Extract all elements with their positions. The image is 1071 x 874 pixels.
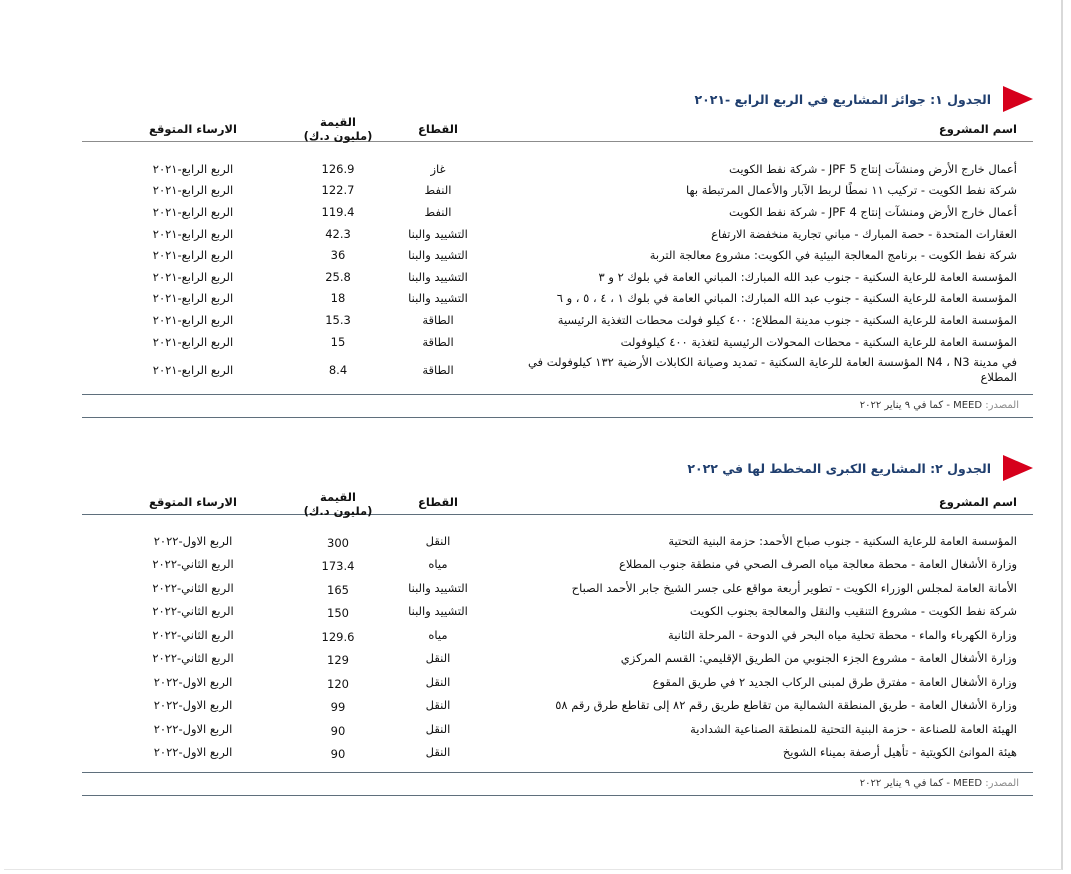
table-row: [82, 647, 1033, 671]
value: 36: [330, 248, 346, 263]
project-name: الأمانة العامة لمجلس الوزراء الكويت - تطوير أربعة مواقع على جسر الشيخ جابر الأحمد الصباح: [571, 580, 1017, 595]
table-1-header: [82, 117, 1033, 142]
expected-award: الربع الثاني-٢٠٢٢: [152, 627, 234, 642]
project-name: العقارات المتحدة - حصة المبارك - مباني تجارية منخفضة الارتفاع: [711, 226, 1017, 241]
table-row: [82, 201, 1033, 223]
source-text: MEED - كما في ٩ يناير ٢٠٢٢: [859, 778, 983, 789]
project-name: وزارة الأشغال العامة - محطة معالجة مياه الصرف الصحي في منطقة جنوب المطلاع: [618, 557, 1017, 572]
value: 126.9: [321, 161, 355, 176]
header-project-name: اسم المشروع: [938, 122, 1017, 136]
project-name: وزارة الأشغال العامة - طريق المنطقة الشمالية من تقاطع طريق رقم ٨٢ إلى تقاطع طرق رقم ٥٨: [555, 698, 1017, 713]
value: 129.6: [321, 629, 355, 644]
project-name: شركة نفط الكويت - مشروع التنقيب والنقل والمعالجة بجنوب الكويت: [689, 604, 1017, 619]
source-label: المصدر:: [985, 400, 1019, 412]
header-value: القيمة (مليون د.ك): [303, 115, 373, 143]
value: 119.4: [321, 204, 355, 219]
table-row: [82, 553, 1033, 577]
project-name: هيئة الموانئ الكويتية - تأهيل أرصفة بميناء الشويخ: [782, 745, 1017, 760]
expected-award: الربع الرابع-٢٠٢١: [152, 226, 234, 241]
sector: النقل: [425, 745, 451, 760]
sector: مياه: [428, 557, 448, 572]
expected-award: الربع الرابع-٢٠٢١: [152, 248, 234, 263]
project-name: شركة نفط الكويت - تركيب ١١ نمطًا لربط الآبار والأعمال المرتبطة بها: [686, 183, 1017, 198]
expected-award: الربع الثاني-٢٠٢٢: [152, 580, 234, 595]
red-triangle-icon: [1003, 86, 1033, 112]
value: 25.8: [325, 269, 351, 284]
header-project-name: اسم المشروع: [938, 495, 1017, 509]
header-sector: القطاع: [418, 495, 458, 509]
table-1-end-rule: [82, 417, 1033, 418]
sector: التشييد والبنا: [408, 248, 468, 263]
sector: الطاقة: [422, 312, 454, 327]
project-name: أعمال خارج الأرض ومنشآت إنتاج JPF 4 - شركة نفط الكويت: [729, 204, 1017, 219]
expected-award: الربع الاول-٢٠٢٢: [153, 698, 233, 713]
table-1-title: الجدول ١: جوائز المشاريع في الربع الرابع -٢٠٢١: [694, 91, 991, 107]
table-row: [82, 741, 1033, 765]
project-name: وزارة الأشغال العامة - مشروع الجزء الجنوبي من الطريق الإقليمي: القسم المركزي: [620, 651, 1017, 666]
value: 18: [330, 291, 346, 306]
table-row: [82, 309, 1033, 331]
expected-award: الربع الرابع-٢٠٢١: [152, 362, 234, 377]
value: 173.4: [321, 559, 355, 574]
table-2-title-bar: [82, 456, 1033, 480]
project-name: وزارة الأشغال العامة - مفترق طرق لمبنى الركاب الجديد ٢ في طريق المقوع: [652, 674, 1017, 689]
source-label: المصدر:: [985, 778, 1019, 789]
table-row: [82, 694, 1033, 718]
sector: التشييد والبنا: [408, 226, 468, 241]
expected-award: الربع الرابع-٢٠٢١: [152, 183, 234, 198]
expected-award: الربع الاول-٢٠٢٢: [153, 721, 233, 736]
table-1-title-bar: [82, 87, 1033, 111]
value: 120: [327, 676, 349, 691]
value: 300: [327, 535, 349, 550]
sector: النقل: [425, 698, 451, 713]
header-sector: القطاع: [418, 122, 458, 136]
table-1: [82, 87, 1033, 418]
value: 129: [327, 653, 349, 668]
table-row: [82, 158, 1033, 180]
table-row: [82, 576, 1033, 600]
table-2-end-rule: [82, 795, 1033, 796]
table-row: [82, 244, 1033, 266]
sector: النفط: [424, 204, 452, 219]
project-name: المؤسسة العامة للرعاية السكنية - جنوب عبد الله المبارك: المباني العامة في بلوك ١ ، ٤ ، ٥ ، و ٦: [556, 291, 1017, 306]
table-2: [82, 456, 1033, 796]
value: 150: [327, 606, 349, 621]
sector: التشييد والبنا: [408, 291, 468, 306]
expected-award: الربع الرابع-٢٠٢١: [152, 204, 234, 219]
expected-award: الربع الثاني-٢٠٢٢: [152, 651, 234, 666]
value: 90: [330, 723, 346, 738]
sector: النقل: [425, 674, 451, 689]
red-triangle-icon: [1003, 455, 1033, 481]
value: 15: [330, 334, 346, 349]
table-row: [82, 717, 1033, 741]
table-row: [82, 623, 1033, 647]
project-name: المؤسسة العامة للرعاية السكنية - محطات المحولات الرئيسية لتغذية ٤٠٠ كيلوفولت: [620, 334, 1017, 349]
expected-award: الربع الرابع-٢٠٢١: [152, 291, 234, 306]
expected-award: الربع الاول-٢٠٢٢: [153, 533, 233, 548]
sector: التشييد والبنا: [408, 580, 468, 595]
sector: التشييد والبنا: [408, 269, 468, 284]
expected-award: الربع الرابع-٢٠٢١: [152, 269, 234, 284]
header-value: القيمة (مليون د.ك): [303, 490, 373, 518]
value: 99: [330, 700, 346, 715]
sector: مياه: [428, 627, 448, 642]
table-row: [82, 331, 1033, 353]
table-row: [82, 600, 1033, 624]
value: 90: [330, 747, 346, 762]
sector: غاز: [430, 161, 446, 176]
value: 42.3: [325, 226, 351, 241]
expected-award: الربع الرابع-٢٠٢١: [152, 161, 234, 176]
value: 122.7: [321, 183, 355, 198]
sector: النقل: [425, 721, 451, 736]
expected-award: الربع الثاني-٢٠٢٢: [152, 604, 234, 619]
expected-award: الربع الرابع-٢٠٢١: [152, 334, 234, 349]
expected-award: الربع الرابع-٢٠٢١: [152, 312, 234, 327]
table-row: [82, 288, 1033, 310]
table-2-source: [82, 773, 1033, 795]
value: 15.3: [325, 312, 351, 327]
table-row: [82, 529, 1033, 553]
table-2-header: [82, 490, 1033, 518]
table-row: [82, 266, 1033, 288]
project-name: أعمال خارج الأرض ومنشآت إنتاج JPF 5 - شركة نفط الكويت: [729, 161, 1017, 176]
sector: الطاقة: [422, 362, 454, 377]
sector: النقل: [425, 533, 451, 548]
table-2-body: [82, 515, 1033, 764]
value: 8.4: [328, 362, 348, 377]
expected-award: الربع الثاني-٢٠٢٢: [152, 557, 234, 572]
header-expected-award: الارساء المتوقع: [149, 495, 237, 509]
table-1-source: [82, 395, 1033, 417]
header-expected-award: الارساء المتوقع: [149, 122, 237, 136]
project-name: المؤسسة العامة للرعاية السكنية - جنوب مدينة المطلاع: ٤٠٠ كيلو فولت محطات التغذية الرئيسية: [557, 312, 1017, 327]
table-row: [82, 180, 1033, 202]
project-name: المؤسسة العامة للرعاية السكنية - جنوب عبد الله المبارك: المباني العامة في بلوك ٢ و ٣: [598, 269, 1017, 284]
project-name: وزارة الكهرباء والماء - محطة تحلية مياه البحر في الدوحة - المرحلة الثانية: [668, 627, 1017, 642]
table-row: [82, 223, 1033, 245]
table-row: [82, 670, 1033, 694]
value: 165: [327, 582, 349, 597]
sector: النقل: [425, 651, 451, 666]
project-name: المؤسسة العامة للرعاية السكنية - جنوب صباح الأحمد: حزمة البنية التحتية: [668, 533, 1017, 548]
sector: الطاقة: [422, 334, 454, 349]
table-1-body: [82, 142, 1033, 388]
expected-award: الربع الاول-٢٠٢٢: [153, 745, 233, 760]
project-name: في مدينة N4 ، N3 المؤسسة العامة للرعاية السكنية - تمديد وصيانة الكابلات الأرضية ١٣٢ كيلوفولت في المطلاع: [527, 355, 1017, 385]
project-name: شركة نفط الكويت - برنامج المعالجة البيئية في الكويت: مشروع معالجة التربة: [649, 248, 1017, 263]
project-name: الهيئة العامة للصناعة - حزمة البنية التحتية للمنطقة الصناعية الشدادية: [690, 721, 1017, 736]
sector: النفط: [424, 183, 452, 198]
expected-award: الربع الاول-٢٠٢٢: [153, 674, 233, 689]
table-row: [82, 352, 1033, 388]
sector: التشييد والبنا: [408, 604, 468, 619]
source-text: MEED - كما في ٩ يناير ٢٠٢٢: [859, 400, 983, 412]
table-2-title: الجدول ٢: المشاريع الكبرى المخطط لها في ٢٠٢٢: [687, 460, 991, 476]
